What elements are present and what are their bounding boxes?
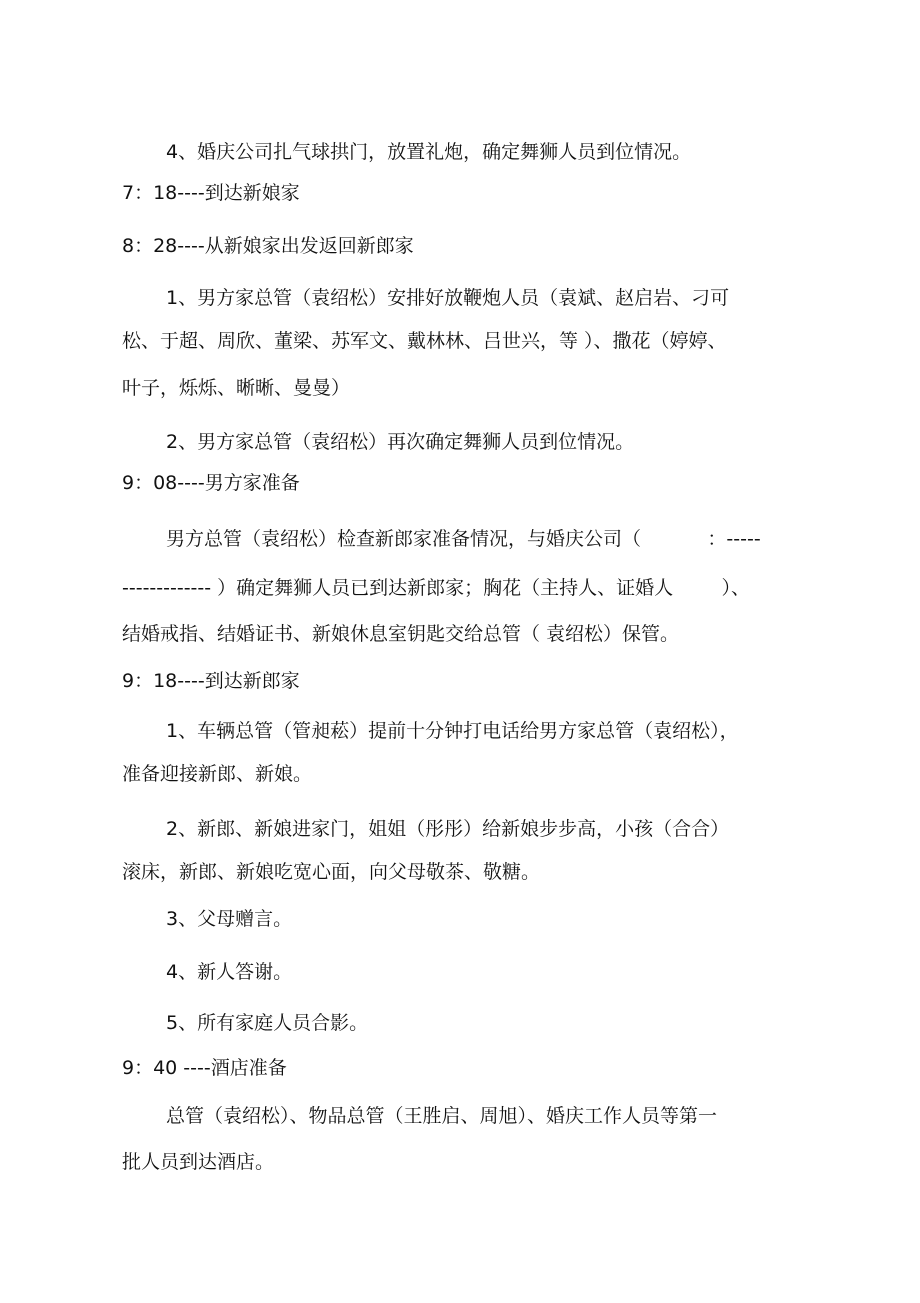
time-heading: 7：18----到达新娘家 — [122, 182, 300, 204]
step-item-continued: 叶子，烁烁、晰晰、曼曼） — [122, 377, 351, 399]
paragraph-continued: 批人员到达酒店。 — [122, 1151, 275, 1173]
step-item: 4、婚庆公司扎气球拱门，放置礼炮，确定舞狮人员到位情况。 — [166, 141, 692, 163]
step-item-continued: 松、于超、周欣、董梁、苏军文、戴林林、吕世兴，等 ）、撒花（婷婷、 — [122, 330, 727, 352]
time-heading: 9：40 ----酒店准备 — [122, 1057, 287, 1079]
time-heading: 9：18----到达新郎家 — [122, 670, 300, 692]
step-item-continued: 滚床，新郎、新娘吃宽心面，向父母敬茶、敬糖。 — [122, 861, 541, 883]
step-item: 1、车辆总管（管昶菘）提前十分钟打电话给男方家总管（袁绍松）， — [166, 720, 739, 742]
step-item: 3、父母赠言。 — [166, 908, 293, 930]
step-item: 5、所有家庭人员合影。 — [166, 1012, 369, 1034]
step-item: 2、新郎、新娘进家门，姐姐（彤彤）给新娘步步高，小孩（合合） — [166, 818, 730, 840]
paragraph: 男方总管（袁绍松）检查新郎家准备情况，与婚庆公司（ ：----- — [166, 528, 761, 550]
paragraph-continued: ------------- ）确定舞狮人员已到达新郎家；胸花（主持人、证婚人 ）、 — [122, 577, 750, 599]
step-item: 1、男方家总管（袁绍松）安排好放鞭炮人员（袁斌、赵启岩、刁可 — [166, 287, 730, 309]
step-item: 2、男方家总管（袁绍松）再次确定舞狮人员到位情况。 — [166, 431, 635, 453]
time-heading: 9：08----男方家准备 — [122, 472, 300, 494]
paragraph: 总管（袁绍松）、物品总管（王胜启、周旭）、婚庆工作人员等第一 — [166, 1105, 718, 1127]
paragraph-continued: 结婚戒指、结婚证书、新娘休息室钥匙交给总管（ 袁绍松）保管。 — [122, 623, 680, 645]
step-item-continued: 准备迎接新郎、新娘。 — [122, 763, 313, 785]
step-item: 4、新人答谢。 — [166, 961, 293, 983]
time-heading: 8：28----从新娘家出发返回新郎家 — [122, 235, 414, 257]
